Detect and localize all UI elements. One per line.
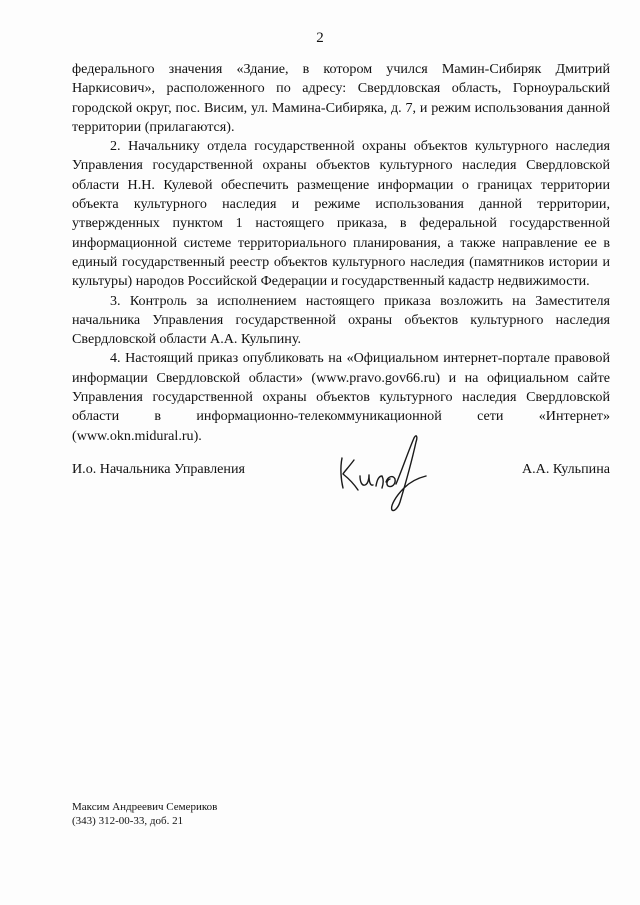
executor-info bbox=[72, 800, 217, 828]
executor-name: Максим Андреевич Семериков bbox=[72, 801, 218, 813]
paragraph-3: 3. Контроль за исполнением настоящего приказа возложить на Заместителя начальника Управления государственной охраны объектов культурного наследия Свердловской области А.А. Кульпину. bbox=[72, 292, 610, 348]
executor-phone: (343) 312-00-33, доб. 21 bbox=[72, 815, 184, 827]
page-number: 2 bbox=[316, 30, 324, 46]
signatory-name: А.А. Кульпина bbox=[521, 461, 610, 477]
paragraph-2: 2. Начальнику отдела государственной охраны объектов культурного наследия Управления государственной охраны объектов культурного наследия Свердловской области Н.Н. Кулевой обеспечить размещение информации о границах территории объекта культурного наследия и режиме использования данной территории, утвержденных пунктом 1 настоящего приказа, в федеральной государственной информационной системе территориального планирования, а также направление ее в единый государственный реестр объектов культурного наследия (памятников истории и культуры) народов Российской Федерации и государственный кадастр недвижимости. bbox=[72, 138, 610, 290]
handwritten-signature bbox=[330, 430, 440, 520]
document-body bbox=[72, 60, 610, 446]
signatory-title: И.о. Начальника Управления bbox=[72, 461, 245, 477]
signature-strokes bbox=[341, 436, 426, 511]
paragraph-1-continuation: федерального значения «Здание, в котором учился Мамин-Сибиряк Дмитрий Наркисович», расположенного по адресу: Свердловская область, Горноуральский городской округ, пос. Висим, ул. Мамина-Сибиряка, д. 7, и режим использования данной территории (прилагаются). bbox=[72, 61, 610, 135]
paragraph-4: 4. Настоящий приказ опубликовать на «Официальном интернет-портале правовой информации Свердловской области» (www.pravo.gov66.ru) и на официальном сайте Управления государственной охраны объектов культурного наследия Свердловской области в информационно-телекоммуникационной сети «Интернет» (www.okn.midural.ru). bbox=[72, 350, 610, 444]
